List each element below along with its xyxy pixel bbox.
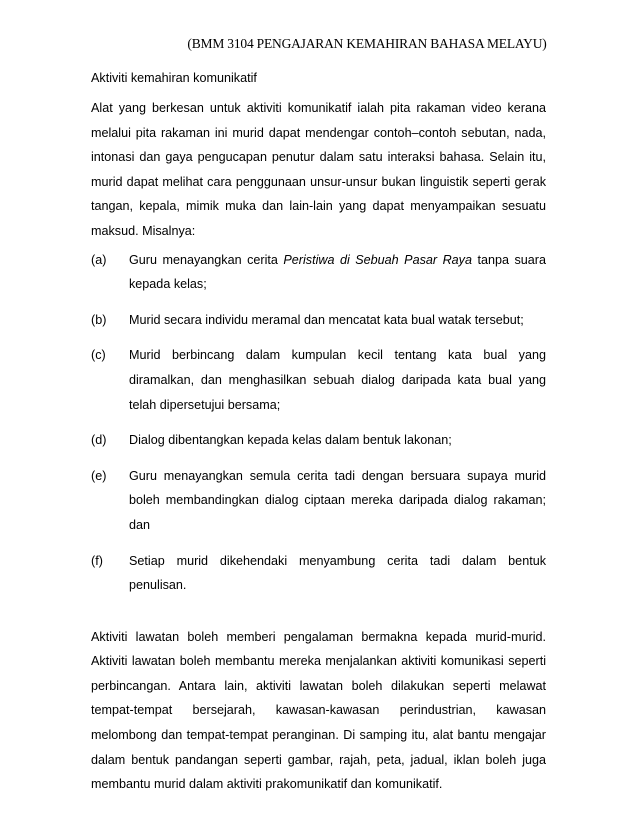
- page-header: [0, 36, 638, 52]
- list-item-label: (a): [91, 252, 107, 267]
- header-title: (BMM 3104 PENGAJARAN KEMAHIRAN BAHASA MELAYU): [187, 36, 547, 51]
- list-item: [91, 464, 546, 538]
- list-item: [91, 308, 546, 333]
- list-item-text: Guru menayangkan cerita Peristiwa di Sebuah Pasar Raya tanpa suara kepada kelas;: [129, 252, 546, 292]
- section-heading: Aktiviti kemahiran komunikatif: [91, 71, 257, 85]
- list-item-text: Setiap murid dikehendaki menyambung cerita tadi dalam bentuk penulisan.: [129, 553, 546, 593]
- list-item-label: (f): [91, 553, 103, 568]
- list-item-text: Guru menayangkan semula cerita tadi dengan bersuara supaya murid boleh membandingkan dialog ciptaan mereka daripada dialog rakaman; dan: [129, 468, 546, 532]
- list-item-label: (c): [91, 348, 106, 363]
- intro-paragraph: Alat yang berkesan untuk aktiviti komunikatif ialah pita rakaman video kerana melalui pita rakaman ini murid dapat mendengar contoh–contoh sebutan, nada, intonasi dan gaya pengucapan penutur dalam satu interaksi bahasa. Selain itu, murid dapat melihat cara penggunaan unsur-unsur bukan linguistik seperti gerak tangan, kepala, mimik muka dan lain-lain yang dapat menyampaikan sesuatu maksud. Misalnya:: [91, 101, 546, 238]
- list-item: [91, 428, 546, 453]
- list-item-label: (e): [91, 468, 107, 483]
- list-item-text: Murid berbincang dalam kumpulan kecil tentang kata bual yang diramalkan, dan menghasilkan sebuah dialog daripada kata bual yang telah dipersetujui bersama;: [129, 348, 546, 412]
- list-item: [91, 248, 546, 297]
- list-item-label: (d): [91, 433, 107, 448]
- story-title: Peristiwa di Sebuah Pasar Raya: [283, 252, 472, 267]
- list-item-text: Dialog dibentangkan kepada kelas dalam bentuk lakonan;: [129, 433, 452, 448]
- list-item-label: (b): [91, 312, 107, 327]
- list-item: [91, 549, 546, 598]
- document-body: [91, 69, 546, 809]
- list-item: [91, 343, 546, 417]
- activity-list: [91, 248, 546, 598]
- list-item-text: Murid secara individu meramal dan mencatat kata bual watak tersebut;: [129, 312, 524, 327]
- closing-paragraph: Aktiviti lawatan boleh memberi pengalaman bermakna kepada murid-murid. Aktiviti lawatan boleh membantu mereka menjalankan aktiviti komunikasi seperti perbincangan. Antara lain, aktiviti lawatan boleh dilakukan seperti melawat tempat-tempat bersejarah, kawasan-kawasan perindustrian, kawasan melombong dan tempat-tempat peranginan. Di samping itu, alat bantu mengajar dalam bentuk pandangan seperti gambar, rajah, peta, jadual, iklan boleh juga membantu murid dalam aktiviti prakomunikatif dan komunikatif.: [91, 629, 546, 792]
